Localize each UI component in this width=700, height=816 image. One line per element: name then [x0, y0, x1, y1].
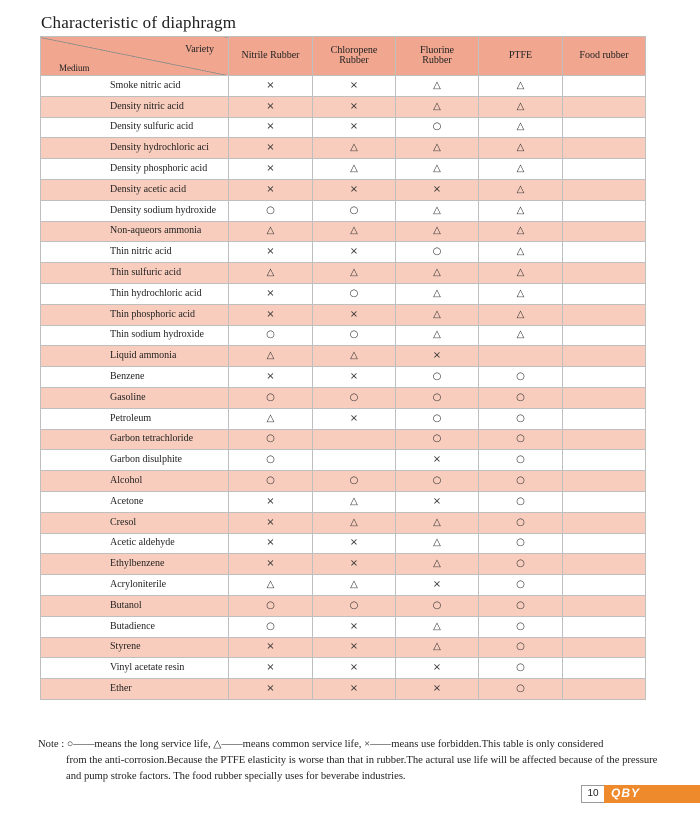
rating-cell: × — [396, 346, 479, 367]
rating-cell: ○ — [229, 595, 313, 616]
rating-cell: △ — [313, 263, 396, 284]
rating-cell — [563, 96, 646, 117]
table-row — [41, 575, 646, 596]
rating-cell: ○ — [396, 367, 479, 388]
rating-cell: × — [313, 658, 396, 679]
rating-cell — [563, 159, 646, 180]
rating-cell: △ — [313, 346, 396, 367]
medium-cell: Thin sodium hydroxide — [41, 325, 229, 346]
note — [38, 737, 668, 785]
rating-cell — [563, 242, 646, 263]
rating-cell: × — [229, 117, 313, 138]
rating-cell — [563, 117, 646, 138]
table-row — [41, 387, 646, 408]
column-header-label: Food rubber — [579, 50, 629, 61]
column-header-label: Rubber — [339, 55, 369, 66]
table-row — [41, 512, 646, 533]
medium-cell: Thin sulfuric acid — [41, 263, 229, 284]
rating-cell: ○ — [229, 387, 313, 408]
rating-cell — [563, 679, 646, 700]
rating-cell: ○ — [396, 242, 479, 263]
rating-cell: ○ — [313, 283, 396, 304]
rating-cell: △ — [396, 512, 479, 533]
rating-cell: × — [229, 637, 313, 658]
table-row — [41, 367, 646, 388]
table-row — [41, 76, 646, 97]
rating-cell — [563, 408, 646, 429]
rating-cell — [563, 450, 646, 471]
rating-cell: ○ — [479, 450, 563, 471]
table-row — [41, 200, 646, 221]
rating-cell: ○ — [479, 387, 563, 408]
rating-cell: △ — [396, 263, 479, 284]
medium-cell: Gasoline — [41, 387, 229, 408]
table-row — [41, 325, 646, 346]
rating-cell: ○ — [229, 450, 313, 471]
rating-cell: △ — [396, 221, 479, 242]
rating-cell — [563, 263, 646, 284]
rating-cell: ○ — [396, 408, 479, 429]
rating-cell — [563, 221, 646, 242]
rating-cell: △ — [479, 138, 563, 159]
rating-cell: ○ — [479, 512, 563, 533]
column-header-label: Rubber — [422, 55, 452, 66]
rating-cell: × — [396, 679, 479, 700]
column-header-label: PTFE — [508, 50, 533, 61]
rating-cell: ○ — [396, 387, 479, 408]
rating-cell: △ — [229, 408, 313, 429]
rating-cell: × — [229, 658, 313, 679]
rating-cell — [563, 491, 646, 512]
rating-cell: × — [229, 491, 313, 512]
rating-cell — [563, 179, 646, 200]
medium-cell: Density phosphoric acid — [41, 159, 229, 180]
rating-cell: △ — [479, 325, 563, 346]
rating-cell — [313, 450, 396, 471]
rating-cell: × — [313, 242, 396, 263]
rating-cell — [563, 200, 646, 221]
rating-cell: △ — [396, 325, 479, 346]
medium-cell: Density nitric acid — [41, 96, 229, 117]
rating-cell: ○ — [479, 429, 563, 450]
column-header — [479, 37, 563, 76]
rating-cell: △ — [479, 200, 563, 221]
table-header-row — [41, 37, 646, 76]
table-row — [41, 263, 646, 284]
rating-cell: × — [313, 367, 396, 388]
rating-cell: ○ — [479, 408, 563, 429]
rating-cell: △ — [479, 242, 563, 263]
rating-cell: △ — [479, 283, 563, 304]
rating-cell: ○ — [396, 117, 479, 138]
rating-cell — [563, 658, 646, 679]
rating-cell — [563, 346, 646, 367]
column-header-label: Nitrile Rubber — [241, 50, 300, 61]
table-row — [41, 346, 646, 367]
rating-cell: △ — [396, 304, 479, 325]
medium-cell: Garbon tetrachloride — [41, 429, 229, 450]
rating-cell: × — [313, 179, 396, 200]
table-row — [41, 595, 646, 616]
rating-cell: ○ — [479, 533, 563, 554]
rating-cell: × — [229, 679, 313, 700]
medium-cell: Vinyl acetate resin — [41, 658, 229, 679]
rating-cell: ○ — [229, 616, 313, 637]
rating-cell — [563, 387, 646, 408]
rating-cell — [563, 616, 646, 637]
brand-bar — [604, 785, 700, 803]
rating-cell: △ — [229, 346, 313, 367]
column-header-label: Chloropene — [330, 45, 378, 56]
table-row — [41, 221, 646, 242]
rating-cell: × — [396, 658, 479, 679]
brand-logo-text: QBY — [611, 786, 641, 800]
table-body — [41, 76, 646, 700]
rating-cell: △ — [229, 575, 313, 596]
medium-cell: Ether — [41, 679, 229, 700]
rating-cell: × — [229, 304, 313, 325]
medium-cell: Benzene — [41, 367, 229, 388]
rating-cell: × — [313, 637, 396, 658]
rating-cell: ○ — [479, 595, 563, 616]
rating-cell: × — [313, 554, 396, 575]
rating-cell: △ — [479, 179, 563, 200]
medium-cell: Butadience — [41, 616, 229, 637]
medium-cell: Ethylbenzene — [41, 554, 229, 575]
rating-cell: × — [229, 554, 313, 575]
rating-cell: × — [229, 367, 313, 388]
rating-cell: ○ — [396, 595, 479, 616]
medium-cell: Density sodium hydroxide — [41, 200, 229, 221]
rating-cell: ○ — [479, 616, 563, 637]
medium-cell: Petroleum — [41, 408, 229, 429]
rating-cell: △ — [479, 159, 563, 180]
rating-cell: × — [229, 283, 313, 304]
rating-cell: × — [313, 616, 396, 637]
medium-cell: Cresol — [41, 512, 229, 533]
rating-cell: △ — [396, 533, 479, 554]
medium-cell: Acetic aldehyde — [41, 533, 229, 554]
table-row — [41, 637, 646, 658]
rating-cell: × — [229, 76, 313, 97]
table-row — [41, 429, 646, 450]
rating-cell: △ — [396, 76, 479, 97]
rating-cell: △ — [396, 554, 479, 575]
table-row — [41, 179, 646, 200]
medium-label: Medium — [59, 63, 90, 73]
rating-cell: ○ — [479, 554, 563, 575]
rating-cell: ○ — [479, 367, 563, 388]
rating-cell: △ — [229, 221, 313, 242]
rating-cell: ○ — [313, 325, 396, 346]
rating-cell: × — [313, 96, 396, 117]
table-row — [41, 658, 646, 679]
rating-cell: × — [396, 491, 479, 512]
rating-cell: × — [396, 179, 479, 200]
table-row — [41, 117, 646, 138]
rating-cell: △ — [396, 637, 479, 658]
rating-cell: △ — [396, 138, 479, 159]
rating-cell: × — [229, 242, 313, 263]
rating-cell: ○ — [229, 429, 313, 450]
rating-cell: × — [313, 679, 396, 700]
medium-cell: Density hydrochloric aci — [41, 138, 229, 159]
rating-cell: △ — [479, 76, 563, 97]
rating-cell — [563, 138, 646, 159]
rating-cell: × — [313, 408, 396, 429]
table-row — [41, 283, 646, 304]
medium-cell: Density sulfuric acid — [41, 117, 229, 138]
resistance-table — [40, 36, 646, 700]
rating-cell: ○ — [479, 575, 563, 596]
table-row — [41, 679, 646, 700]
column-header-label: Fluorine — [420, 45, 454, 56]
header-corner-cell — [41, 37, 229, 76]
rating-cell: △ — [479, 304, 563, 325]
rating-cell: △ — [396, 96, 479, 117]
rating-cell: × — [229, 138, 313, 159]
rating-cell: △ — [229, 263, 313, 284]
variety-label: Variety — [185, 44, 214, 55]
table-row — [41, 304, 646, 325]
column-header — [396, 37, 479, 76]
medium-cell: Thin hydrochloric acid — [41, 283, 229, 304]
rating-cell: △ — [396, 616, 479, 637]
rating-cell: △ — [479, 221, 563, 242]
column-header — [229, 37, 313, 76]
medium-cell: Non-aqueors ammonia — [41, 221, 229, 242]
table-row — [41, 159, 646, 180]
table-row — [41, 616, 646, 637]
medium-cell: Density acetic acid — [41, 179, 229, 200]
page-title: Characteristic of diaphragm — [41, 13, 237, 32]
rating-cell — [563, 575, 646, 596]
rating-cell — [479, 346, 563, 367]
column-header — [563, 37, 646, 76]
rating-cell — [563, 325, 646, 346]
rating-cell — [563, 512, 646, 533]
rating-cell — [563, 283, 646, 304]
medium-cell: Smoke nitric acid — [41, 76, 229, 97]
rating-cell: ○ — [229, 471, 313, 492]
table-row — [41, 471, 646, 492]
rating-cell: × — [229, 179, 313, 200]
table-row — [41, 554, 646, 575]
rating-cell: ○ — [479, 679, 563, 700]
rating-cell: ○ — [313, 200, 396, 221]
rating-cell: ○ — [396, 471, 479, 492]
medium-cell: Acryloniterile — [41, 575, 229, 596]
rating-cell: ○ — [229, 325, 313, 346]
rating-cell: △ — [313, 221, 396, 242]
rating-cell: △ — [313, 512, 396, 533]
note-line: and pump stroke factors. The food rubber specially uses for beverabe industries. — [66, 771, 406, 782]
rating-cell: △ — [396, 159, 479, 180]
rating-cell: × — [229, 533, 313, 554]
medium-cell: Acetone — [41, 491, 229, 512]
rating-cell: × — [313, 117, 396, 138]
rating-cell — [563, 367, 646, 388]
rating-cell: ○ — [313, 471, 396, 492]
rating-cell: × — [396, 575, 479, 596]
rating-cell: ○ — [479, 637, 563, 658]
rating-cell: × — [396, 450, 479, 471]
medium-cell: Thin phosphoric acid — [41, 304, 229, 325]
table-row — [41, 491, 646, 512]
rating-cell: △ — [479, 96, 563, 117]
rating-cell: × — [313, 304, 396, 325]
note-line: from the anti-corrosion.Because the PTFE elasticity is worse than that in rubber.The actural use life will be affected because of the pressure — [66, 755, 658, 766]
rating-cell: △ — [479, 263, 563, 284]
medium-cell: Butanol — [41, 595, 229, 616]
table-row — [41, 533, 646, 554]
column-header — [313, 37, 396, 76]
rating-cell: × — [229, 159, 313, 180]
rating-cell: △ — [396, 200, 479, 221]
table-row — [41, 138, 646, 159]
rating-cell: ○ — [396, 429, 479, 450]
rating-cell — [563, 637, 646, 658]
rating-cell: △ — [479, 117, 563, 138]
rating-cell: ○ — [479, 471, 563, 492]
rating-cell — [563, 429, 646, 450]
table-row — [41, 408, 646, 429]
rating-cell: △ — [313, 491, 396, 512]
medium-cell: Liquid ammonia — [41, 346, 229, 367]
note-line: Note : ○——means the long service life, △——means common service life, ×——means use forbidden.This table is only considered — [38, 739, 604, 750]
rating-cell — [313, 429, 396, 450]
rating-cell: △ — [313, 159, 396, 180]
rating-cell — [563, 595, 646, 616]
medium-cell: Styrene — [41, 637, 229, 658]
medium-cell: Garbon disulphite — [41, 450, 229, 471]
rating-cell: △ — [396, 283, 479, 304]
rating-cell: ○ — [479, 491, 563, 512]
rating-cell — [563, 76, 646, 97]
rating-cell: △ — [313, 138, 396, 159]
medium-cell: Thin nitric acid — [41, 242, 229, 263]
rating-cell: △ — [313, 575, 396, 596]
rating-cell — [563, 554, 646, 575]
rating-cell: ○ — [313, 387, 396, 408]
rating-cell — [563, 304, 646, 325]
rating-cell: ○ — [313, 595, 396, 616]
page-number: 10 — [581, 785, 605, 803]
rating-cell: × — [313, 533, 396, 554]
table-row — [41, 242, 646, 263]
rating-cell: × — [229, 96, 313, 117]
rating-cell: ○ — [229, 200, 313, 221]
medium-cell: Alcohol — [41, 471, 229, 492]
table-row — [41, 450, 646, 471]
table-row — [41, 96, 646, 117]
rating-cell — [563, 471, 646, 492]
rating-cell — [563, 533, 646, 554]
rating-cell: × — [229, 512, 313, 533]
rating-cell: × — [313, 76, 396, 97]
rating-cell: ○ — [479, 658, 563, 679]
